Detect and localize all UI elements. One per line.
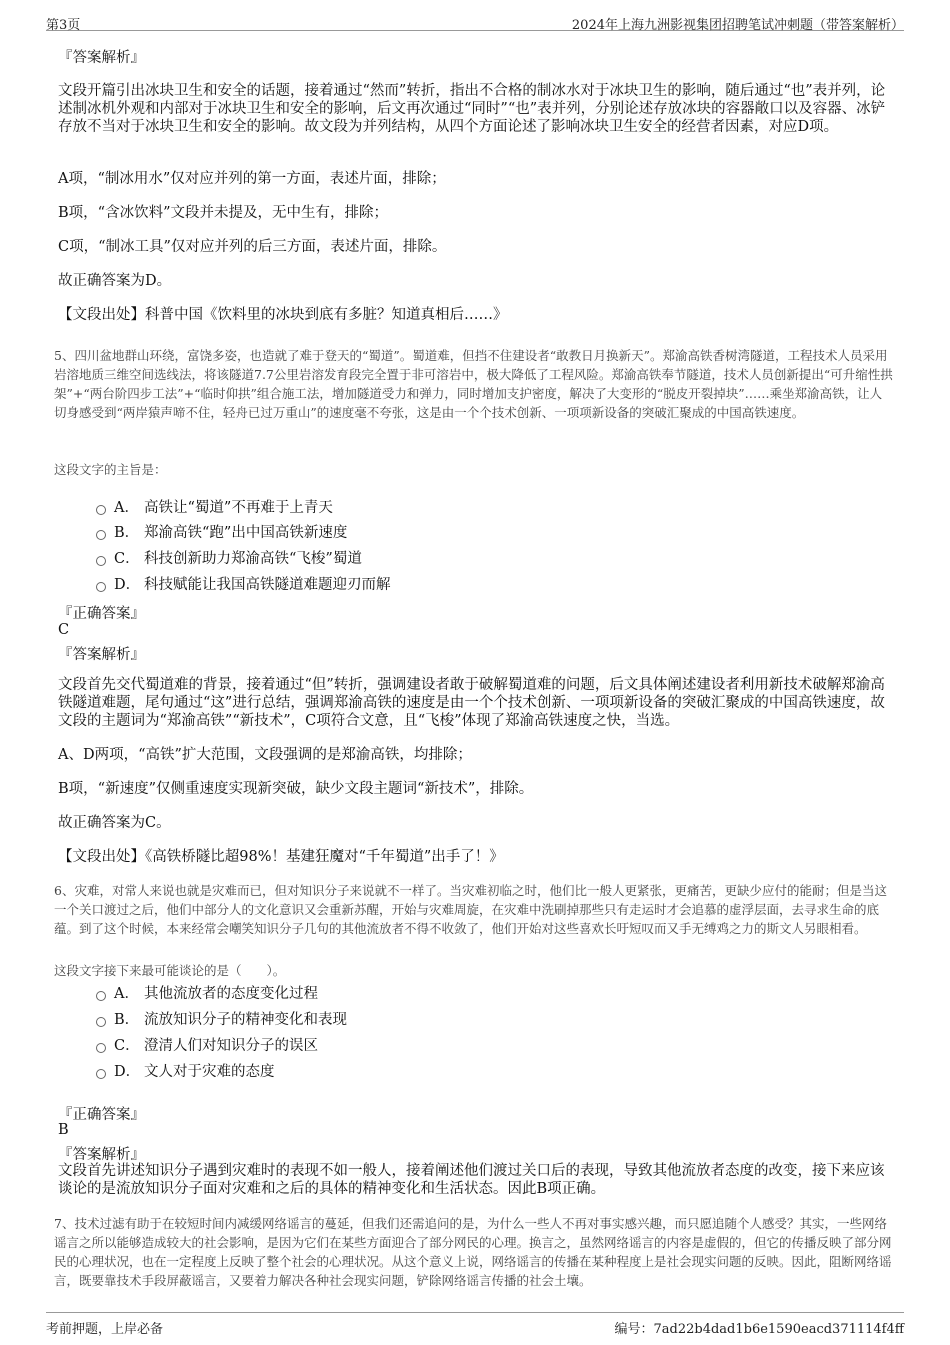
q4-jiexi-label: 『答案解析』 [58, 50, 145, 66]
q5-option-d[interactable]: D． 科技赋能让我国高铁隧道难题迎刃而解 [96, 575, 391, 595]
q5-option-a[interactable]: A． 高铁让“蜀道”不再难于上青天 [96, 498, 333, 518]
q5-option-c[interactable]: C． 科技创新助力郑渝高铁“飞梭”蜀道 [96, 549, 362, 569]
q4-analysis-c: C项，“制冰工具”仅对应并列的后三方面，表述片面，排除。 [58, 239, 447, 255]
radio-icon[interactable] [96, 530, 106, 540]
footer-serial: 编号：7ad22b4dad1b6e1590eacd371114f4ff [614, 1322, 904, 1337]
page-footer [46, 1312, 904, 1337]
q4-jiexi: 文段开篇引出冰块卫生和安全的话题，接着通过“然而”转折，指出不合格的制冰水对于冰块卫生的影响，随后通过“也”表并列，论述制冰机外观和内部对于冰块卫生和安全的影响，后文再次通过“同时”“也”表并列，分别论述存放冰块的容器敞口以及容器、冰铲存放不当对于冰块卫生和安全的影响。故文段为并列结构，从四个方面论述了影响冰块卫生安全的经营者因素，对应D项。 [58, 83, 886, 135]
q5-analysis-b: B项，“新速度”仅侧重速度实现新突破，缺少文段主题词“新技术”，排除。 [58, 781, 534, 797]
radio-icon[interactable] [96, 1017, 106, 1027]
q5-jiexi: 文段首先交代蜀道难的背景，接着通过“但”转折，强调建设者敢于破解蜀道难的问题，后文具体阐述建设者利用新技术破解郑渝高铁隧道难题，尾句通过“这”进行总结，强调郑渝高铁的速度是由一个个技术创新、一项项新设备的突破汇聚成的中国高铁速度，故文段的主题词为“郑渝高铁”“新技术”，C项符合文意，且“飞梭”体现了郑渝高铁速度之快，当选。 [58, 677, 885, 729]
q6-question: 这段文字接下来最可能谈论的是（ ）。 [54, 963, 286, 978]
q5-stem: 5、四川盆地群山环绕，富饶多姿，也造就了难于登天的“蜀道”。蜀道难，但挡不住建设者“敢教日月换新天”。郑渝高铁香树湾隧道，工程技术人员采用岩溶地质三维空间选线法，将该隧道7.7公里岩溶发育段完全置于非可溶岩中，极大降低了工程风险。郑渝高铁奉节隧道，技术人员创新提出“可升缩性拱架”+“两台阶四步工法”+“临时仰拱”组合施工法，增加隧道受力和弹力，同时增加支护密度，解决了大变形的“脱皮开裂掉块”……乘坐郑渝高铁，让人切身感受到“两岸猿声啼不住，轻舟已过万重山”的速度毫不夸张，这是由一个个技术创新、一项项新设备的突破汇聚成的中国高铁速度。 [54, 348, 893, 420]
q6-option-c[interactable]: C． 澄清人们对知识分子的误区 [96, 1036, 318, 1056]
q5-conclusion: 故正确答案为C。 [58, 815, 171, 831]
q4-analysis-a: A项，“制冰用水”仅对应并列的第一方面，表述片面，排除； [58, 171, 446, 187]
q4-source: 【文段出处】科普中国《饮料里的冰块到底有多脏？知道真相后……》 [58, 307, 508, 323]
q5-analysis-ad: A、D两项，“高铁”扩大范围，文段强调的是郑渝高铁，均排除； [58, 747, 472, 763]
q5-question: 这段文字的主旨是： [54, 462, 167, 477]
q6-stem: 6、灾难，对常人来说也就是灾难而已，但对知识分子来说就不一样了。当灾难初临之时，他们比一般人更紧张，更痛苦，更缺少应付的能耐；但是当这一个关口渡过之后，他们中部分人的文化意识又会重新苏醒，开始与灾难周旋，在灾难中洗刷掉那些只有走运时才会追慕的虚浮层面，去寻求生命的底蕴。到了这个时候，本来经常会嘲笑知识分子几句的其他流放者不得不收敛了，他们开始对这些喜欢长吁短叹而又手无缚鸡之力的斯文人另眼相看。 [54, 883, 887, 936]
q6-jiexi: 文段首先讲述知识分子遇到灾难时的表现不如一般人，接着阐述他们渡过关口后的表现，导致其他流放者态度的改变，接下来应该谈论的是流放知识分子面对灾难和之后的具体的精神变化和生活状态。因此B项正确。 [58, 1163, 885, 1197]
page-header [46, 8, 904, 31]
q6-option-b[interactable]: B． 流放知识分子的精神变化和表现 [96, 1010, 347, 1030]
radio-icon[interactable] [96, 1069, 106, 1079]
q7-stem: 7、技术过滤有助于在较短时间内减缓网络谣言的蔓延，但我们还需追问的是，为什么一些人不再对事实感兴趣，而只愿追随个人感受？其实，一些网络谣言之所以能够造成较大的社会影响，是因为它们在某些方面迎合了部分网民的心理。换言之，虽然网络谣言的内容是虚假的，但它的传播反映了部分网民的心理状况，也在一定程度上反映了整个社会的心理状况。从这个意义上说，网络谣言的传播在某种程度上是社会现实问题的反映。因此，阻断网络谣言，既要靠技术手段屏蔽谣言，又要着力解决各种社会现实问题，铲除网络谣言传播的社会土壤。 [54, 1216, 892, 1288]
q6-answer-label: 『正确答案』 [58, 1107, 145, 1123]
footer-slogan: 考前押题，上岸必备 [46, 1322, 164, 1337]
radio-icon[interactable] [96, 1043, 106, 1053]
q5-option-b[interactable]: B． 郑渝高铁“跑”出中国高铁新速度 [96, 523, 347, 543]
q5-jiexi-label: 『答案解析』 [58, 647, 145, 663]
document-title: 2024年上海九洲影视集团招聘笔试冲刺题（带答案解析） [571, 18, 904, 33]
q4-analysis-b: B项，“含冰饮料”文段并未提及，无中生有，排除； [58, 205, 388, 221]
q6-answer: B [58, 1122, 69, 1138]
radio-icon[interactable] [96, 505, 106, 515]
q6-jiexi-label: 『答案解析』 [58, 1147, 145, 1163]
radio-icon[interactable] [96, 582, 106, 592]
q6-option-a[interactable]: A． 其他流放者的态度变化过程 [96, 984, 318, 1004]
radio-icon[interactable] [96, 991, 106, 1001]
q5-answer-label: 『正确答案』 [58, 606, 145, 622]
q6-option-d[interactable]: D． 文人对于灾难的态度 [96, 1062, 275, 1082]
q5-answer: C [58, 622, 70, 638]
radio-icon[interactable] [96, 556, 106, 566]
page-number: 第3页 [46, 18, 81, 33]
q5-source: 【文段出处】《高铁桥隧比超98%！基建狂魔对“千年蜀道”出手了！》 [58, 849, 504, 865]
q4-conclusion: 故正确答案为D。 [58, 273, 172, 289]
